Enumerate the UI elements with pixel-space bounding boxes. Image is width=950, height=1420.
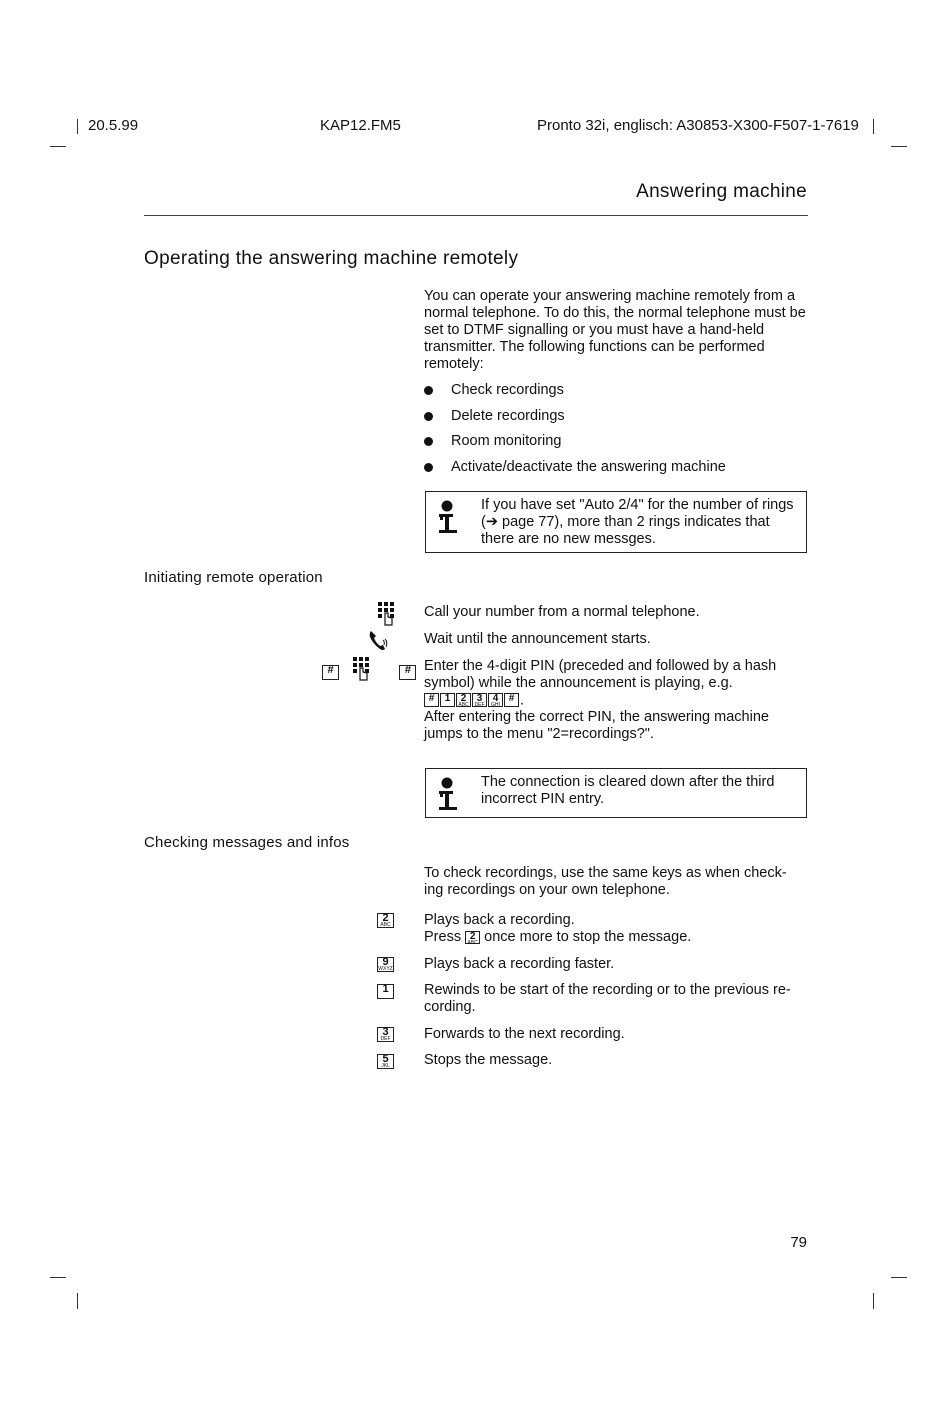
crop-mark xyxy=(891,1277,907,1278)
header-rule xyxy=(144,215,808,216)
info-icon xyxy=(437,500,461,536)
page-number: 79 xyxy=(790,1234,807,1251)
chapter-title: Answering machine xyxy=(636,181,807,202)
crop-mark xyxy=(873,119,874,134)
pin-key-icon: 4 GHI xyxy=(488,693,503,707)
check-item-faster: Plays back a recording faster. xyxy=(424,956,615,972)
key-2-icon: 2 ABC xyxy=(465,931,480,944)
crop-mark xyxy=(50,146,66,147)
pin-key-icon: # xyxy=(424,693,439,707)
pin-key-icon: 1 xyxy=(440,693,455,707)
bullet-dot-icon xyxy=(424,463,433,472)
handset-ringing-icon xyxy=(368,629,390,653)
intro-paragraph: You can operate your answering machine remotely from a normal telephone. To do this, the normal telephone must be set to DTMF signalling or you must have a hand-held transmitter. The following functions can be performed remotely: xyxy=(424,288,806,372)
header-date: 20.5.99 xyxy=(88,117,139,134)
key-9-icon: 9 WXYZ xyxy=(378,956,393,972)
bullet-dot-icon xyxy=(424,437,433,446)
keypad-icon xyxy=(352,656,372,682)
info-note-box xyxy=(425,768,807,818)
pin-example: # 1 2 ABC 3 DEF 4 GHI # . xyxy=(424,692,808,709)
step-wait-announcement: Wait until the announcement starts. xyxy=(424,631,651,647)
pin-key-icon: 2 ABC xyxy=(456,693,471,707)
info-note-text: If you have set "Auto 2/4" for the number of rings (➔ page 77), more than 2 rings indicates that there are no new messges. xyxy=(481,497,794,547)
check-item-stop: Stops the message. xyxy=(424,1052,553,1068)
check-item-play: Plays back a recording. Press 2 ABC once more to stop the message. xyxy=(424,912,692,946)
subheading-remote: Initiating remote operation xyxy=(144,569,323,586)
key-2-icon: 2 ABC xyxy=(377,913,394,928)
subheading-checking: Checking messages and infos xyxy=(144,834,350,851)
key-3-icon: 3 DEF xyxy=(377,1027,394,1042)
header-file: KAP12.FM5 xyxy=(320,117,401,134)
crop-mark xyxy=(50,1277,66,1278)
pin-example-keys xyxy=(424,692,520,709)
key-5-icon: 5 JKL xyxy=(377,1054,394,1069)
crop-mark xyxy=(77,1293,78,1309)
info-note-box xyxy=(425,491,807,553)
pin-key-icon: # xyxy=(504,693,519,707)
step-call-number: Call your number from a normal telephone. xyxy=(424,604,700,620)
hash-key-icon: # xyxy=(322,665,339,680)
hash-key-icon: # xyxy=(399,665,416,680)
keypad-icon xyxy=(377,601,397,627)
header-doc-id: Pronto 32i, englisch: A30853-X300-F507-1-7619 xyxy=(537,117,859,134)
step-enter-pin: Enter the 4-digit PIN (preceded and followed by a hash symbol) while the announcement is playing, e.g. # 1 2 ABC 3 DEF 4 GHI # . After entering the correct PIN, the answering machine jumps to the menu "2=recordings?". xyxy=(424,658,808,743)
pin-key-icon: 3 DEF xyxy=(472,693,487,707)
bullet-dot-icon xyxy=(424,412,433,421)
crop-mark xyxy=(77,119,78,134)
check-intro: To check recordings, use the same keys as when check- ing recordings on your own telephone. xyxy=(424,865,787,898)
key-1-icon: 1 xyxy=(377,984,394,999)
check-item-forward: Forwards to the next recording. xyxy=(424,1026,625,1042)
info-note-text: The connection is cleared down after the third incorrect PIN entry. xyxy=(481,774,775,807)
check-item-rewind: Rewinds to be start of the recording or to the previous re- cording. xyxy=(424,982,791,1015)
crop-mark xyxy=(891,146,907,147)
crop-mark xyxy=(873,1293,874,1309)
section-title: Operating the answering machine remotely xyxy=(144,248,519,269)
info-icon xyxy=(437,777,461,813)
bullet-dot-icon xyxy=(424,386,433,395)
